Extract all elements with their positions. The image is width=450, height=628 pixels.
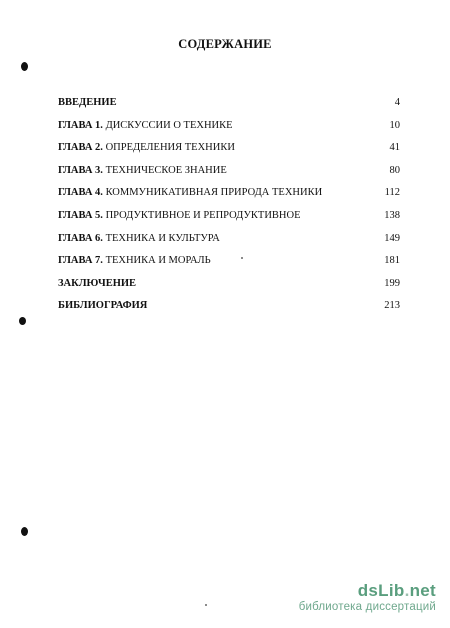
toc-entry-chapter-6[interactable]: [58, 228, 400, 251]
toc-entry-chapter-7[interactable]: [58, 250, 400, 273]
toc-entry-chapter-1[interactable]: [58, 115, 400, 138]
toc-chapter-name: ДИСКУССИИ О ТЕХНИКЕ: [102, 119, 233, 131]
toc-chapter-name: ОПРЕДЕЛЕНИЯ ТЕХНИКИ: [102, 142, 235, 154]
toc-page-number: 80: [389, 164, 400, 176]
toc-chapter: ГЛАВА 7.: [58, 255, 103, 267]
toc-page-number: 138: [384, 209, 400, 221]
toc-entry-conclusion[interactable]: [58, 273, 400, 296]
toc-entry-introduction[interactable]: [58, 92, 400, 115]
toc-chapter-name: ТЕХНИКА И МОРАЛЬ: [102, 255, 211, 267]
toc-chapter: ГЛАВА 1.: [58, 119, 103, 131]
watermark-subtitle: библиотека диссертаций: [298, 601, 436, 613]
watermark-brand: dsLib.net: [357, 581, 436, 600]
toc-chapter: ГЛАВА 5.: [58, 209, 103, 221]
toc-chapter-name: ПРОДУКТИВНОЕ И РЕПРОДУКТИВНОЕ: [102, 209, 301, 221]
binding-hole-mark-middle: [19, 317, 26, 325]
toc-page-number: 41: [389, 142, 400, 154]
table-of-contents: [58, 92, 400, 318]
toc-page-number: 112: [384, 187, 400, 199]
toc-entry-chapter-5[interactable]: [58, 205, 400, 228]
toc-page-number: 149: [384, 232, 400, 244]
toc-chapter-name: ТЕХНИЧЕСКОЕ ЗНАНИЕ: [102, 164, 227, 176]
toc-page-number: 4: [394, 97, 400, 108]
toc-page-number: 181: [384, 255, 400, 267]
scan-speck: [241, 257, 243, 259]
toc-entry-chapter-4[interactable]: [58, 182, 400, 205]
toc-chapter: ВВЕДЕНИЕ: [58, 97, 117, 108]
toc-chapter: ЗАКЛЮЧЕНИЕ: [58, 277, 137, 289]
toc-entry-chapter-2[interactable]: [58, 137, 400, 160]
toc-chapter: ГЛАВА 2.: [58, 142, 103, 154]
toc-chapter: ГЛАВА 3.: [58, 164, 103, 176]
toc-chapter: ГЛАВА 4.: [58, 187, 103, 199]
binding-hole-mark-bottom: [21, 527, 28, 536]
toc-chapter-name: ТЕХНИКА И КУЛЬТУРА: [102, 232, 220, 244]
toc-chapter: ГЛАВА 6.: [58, 232, 103, 244]
binding-hole-mark-top: [21, 62, 28, 71]
page-title: СОДЕРЖАНИЕ: [178, 37, 272, 51]
toc-page-number: 10: [389, 119, 400, 131]
scan-speck: [205, 604, 207, 606]
toc-chapter: БИБЛИОГРАФИЯ: [58, 300, 148, 312]
toc-page-number: 199: [384, 277, 400, 289]
toc-page-number: 213: [384, 300, 400, 312]
toc-chapter-name: КОММУНИКАТИВНАЯ ПРИРОДА ТЕХНИКИ: [102, 187, 323, 199]
toc-entry-bibliography[interactable]: [58, 295, 400, 318]
watermark-logo: [299, 582, 436, 614]
toc-entry-chapter-3[interactable]: [58, 160, 400, 183]
